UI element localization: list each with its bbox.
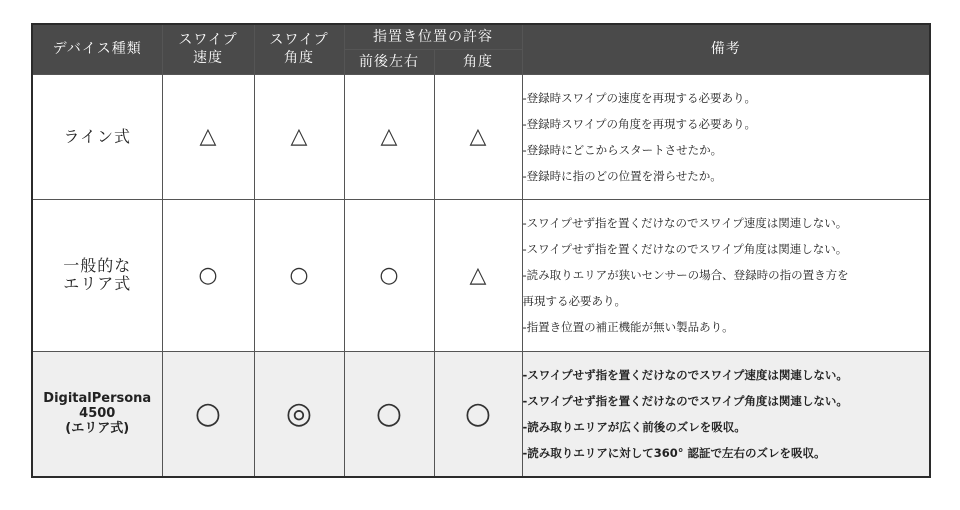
header-placement-tolerance: 指置き位置の許容 xyxy=(344,24,522,49)
note-line: -スワイプせず指を置くだけなのでスワイプ角度は関連しない。 xyxy=(522,393,848,408)
note-line: -スワイプせず指を置くだけなのでスワイプ速度は関連しない。 xyxy=(522,216,848,230)
header-remarks: 備考 xyxy=(522,24,930,74)
circle-mark: ○ xyxy=(194,396,222,432)
circle-mark: ○ xyxy=(379,262,399,288)
swipe-angle-mark xyxy=(254,199,344,351)
triangle-mark: △ xyxy=(469,124,487,149)
swipe-angle-mark xyxy=(254,351,344,477)
triangle-mark: △ xyxy=(199,124,217,149)
note-line: -指置き位置の補正機能が無い製品あり。 xyxy=(522,320,734,334)
circle-mark: ○ xyxy=(198,262,218,288)
angle-mark xyxy=(434,74,522,199)
position-mark xyxy=(344,74,434,199)
position-mark xyxy=(344,351,434,477)
header-swipe-angle xyxy=(254,24,344,74)
double-circle-mark: ◎ xyxy=(285,396,313,432)
triangle-mark: △ xyxy=(290,124,308,149)
swipe-speed-mark xyxy=(162,351,254,477)
header-device-type: デバイス種類 xyxy=(32,24,162,74)
remarks-cell xyxy=(522,351,930,477)
header-angle: 角度 xyxy=(434,49,522,74)
circle-mark: ○ xyxy=(375,396,403,432)
header-swipe-angle-line1: スワイプ xyxy=(269,32,329,49)
device-cell xyxy=(32,199,162,351)
header-swipe-angle-line2: 角度 xyxy=(284,50,314,67)
header-front-back-left-right: 前後左右 xyxy=(344,49,434,74)
position-mark xyxy=(344,199,434,351)
comparison-table xyxy=(31,23,931,478)
header-swipe-speed-line1: スワイプ xyxy=(178,32,238,49)
table-row-line-type xyxy=(32,74,930,199)
note-line: -登録時に指のどの位置を滑らせたか。 xyxy=(522,168,722,183)
note-line: -スワイプせず指を置くだけなのでスワイプ角度は関連しない。 xyxy=(522,242,848,256)
triangle-mark: △ xyxy=(469,262,487,288)
note-line: -スワイプせず指を置くだけなのでスワイプ速度は関連しない。 xyxy=(522,367,848,382)
circle-mark: ○ xyxy=(289,262,309,288)
table-row-general-area-type xyxy=(32,199,930,351)
swipe-speed-mark xyxy=(162,74,254,199)
swipe-angle-mark xyxy=(254,74,344,199)
note-line: 再現する必要あり。 xyxy=(522,294,626,308)
header-swipe-speed-line2: 速度 xyxy=(193,50,223,67)
angle-mark xyxy=(434,199,522,351)
device-name-line: DigitalPersona xyxy=(43,391,152,407)
note-line: -登録時スワイプの速度を再現する必要あり。 xyxy=(522,90,756,105)
note-line: -読み取りエリアが広く前後のズレを吸収。 xyxy=(522,419,746,434)
angle-mark xyxy=(434,351,522,477)
triangle-mark: △ xyxy=(380,124,398,149)
note-line: -読み取りエリアに対して360° 認証で左右のズレを吸収。 xyxy=(522,445,826,460)
device-cell xyxy=(32,351,162,477)
remarks-cell xyxy=(522,74,930,199)
device-name-line: 一般的な xyxy=(63,256,132,275)
device-cell xyxy=(32,74,162,199)
swipe-speed-mark xyxy=(162,199,254,351)
note-line: -登録時スワイプの角度を再現する必要あり。 xyxy=(522,116,756,131)
circle-mark: ○ xyxy=(464,396,492,432)
device-name-line: 4500 xyxy=(79,406,116,422)
header-swipe-speed xyxy=(162,24,254,74)
note-line: -登録時にどこからスタートさせたか。 xyxy=(522,142,723,157)
header-row-1 xyxy=(32,24,930,49)
device-name-line: (エリア式) xyxy=(65,421,130,437)
device-name-line: ライン式 xyxy=(63,126,132,146)
table-row-digitalpersona xyxy=(32,351,930,477)
note-line: -読み取りエリアが狭いセンサーの場合、登録時の指の置き方を xyxy=(522,268,849,282)
remarks-cell xyxy=(522,199,930,351)
device-name-line: エリア式 xyxy=(63,274,132,293)
